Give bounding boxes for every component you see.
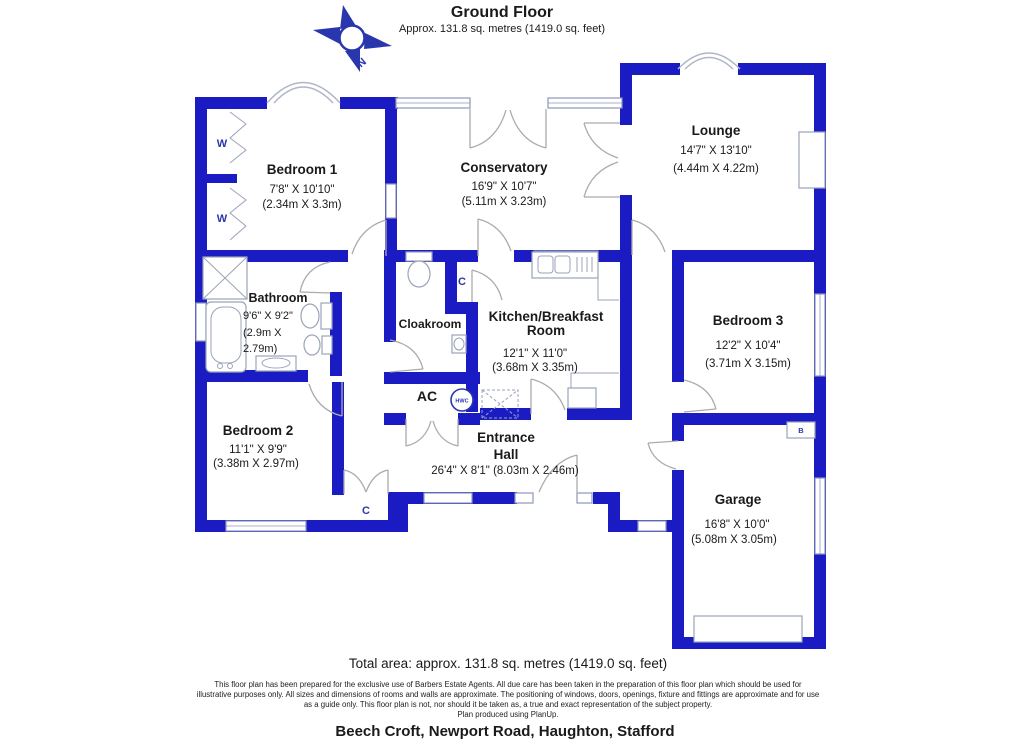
hall-name1: Entrance [477,430,535,445]
cupboard-marker: C [458,276,466,288]
window-sidelight [577,493,592,503]
window [638,521,666,531]
bathroom-imperial: 9'6" X 9'2" [243,310,293,322]
compass-rose-icon [313,5,392,72]
door-swing [510,110,546,148]
conservatory-name: Conservatory [460,160,548,175]
hall-name2: Hall [493,447,519,462]
wall [195,97,267,109]
room-label-bedroom2 [213,423,299,470]
room-label-lounge [673,123,759,175]
kitchen-metric: (3.68m X 3.35m) [492,362,578,374]
toilet-cloakroom [406,252,432,287]
wall [738,63,826,75]
kitchen-counter [532,278,619,300]
door-leaf [390,369,423,372]
total-area: Total area: approx. 131.8 sq. metres (1419.0 sq. feet) [348,656,668,671]
cupboard-door-swing [472,270,502,300]
wall [330,250,342,260]
garage-imperial: 16'8" X 10'0" [704,519,770,531]
plan-header [399,4,605,35]
conservatory-imperial: 16'9" X 10'7" [471,181,537,193]
hwc-label: HWC [455,398,469,405]
hall-unit [568,388,596,408]
wall [385,97,397,250]
wall [458,413,480,425]
disclaimer-line3: as a guide only. This floor plan is not, nor should it be taken as, a true and exact representation of the subject property. [303,700,713,709]
wall [620,63,680,75]
cupboard-door-swing [344,470,366,492]
page-subtitle: Approx. 131.8 sq. metres (1419.0 sq. feet) [398,23,606,35]
wall [445,302,478,314]
bedroom3-name: Bedroom 3 [712,313,784,328]
window [386,184,396,218]
kitchen-imperial: 12'1" X 11'0" [502,348,568,360]
lounge-fireplace [799,132,825,188]
wall [384,372,480,384]
room-label-bedroom3 [705,313,791,370]
bedroom2-metric: (3.38m X 2.97m) [213,458,299,470]
page-title: Ground Floor [450,4,554,21]
bedroom2-imperial: 11'1" X 9'9" [229,444,287,456]
window-sidelight [515,493,533,503]
bedroom1-metric: (2.34m X 3.3m) [262,199,342,211]
door-swing [584,162,618,197]
plan-credit: Plan produced using PlanUp. [457,710,559,719]
door-swing [352,220,386,254]
sink-bathroom [256,356,296,371]
room-label-garage [691,492,777,546]
disclaimer-line1: This floor plan has been prepared for the exclusive use of Barbers Estate Agents. All due care has been taken in the preparation of this floor plan which should be used for [214,680,802,689]
bedroom3-imperial: 12'2" X 10'4" [715,340,781,352]
compass-blade [364,33,392,49]
room-label-hall [431,430,579,477]
plan-footer [197,656,820,740]
bathtub [206,302,246,372]
door-swing [390,340,423,369]
room-label-conservatory [460,160,548,208]
window [424,493,472,503]
bedroom3-metric: (3.71m X 3.15m) [705,358,791,370]
garage-door [694,616,802,642]
conservatory-metric: (5.11m X 3.23m) [461,196,547,208]
lounge-imperial: 14'7" X 13'10" [680,145,752,157]
door-swing [531,379,565,410]
hot-water-cylinder [451,389,473,411]
property-address: Beech Croft, Newport Road, Haughton, Stafford [335,723,675,740]
ac-name: AC [416,388,438,404]
door-swing [584,123,618,158]
lounge-metric: (4.44m X 4.22m) [673,163,759,175]
kitchen-sink-unit [532,252,598,278]
compass-north-label: N [355,55,369,71]
room-label-ac [417,388,437,404]
door-swing [406,421,431,446]
door-swing [648,443,676,469]
door-leaf [648,441,678,443]
bedroom2-name: Bedroom 2 [222,423,294,438]
disclaimer-line2: illustrative purposes only. All sizes and dimensions of rooms and walls are approximate. The positioning of windows, doors, openings, fixture and fittings are approximate and for use [196,690,820,699]
bedroom1-name: Bedroom 1 [266,162,338,177]
compass-circle [340,26,365,51]
wall [384,413,406,425]
bedroom1-imperial: 7'8" X 10'10" [269,184,335,196]
room-label-bedroom1 [262,162,341,211]
window [196,303,206,341]
garage-metric: (5.08m X 3.05m) [691,534,777,546]
garage-name: Garage [714,492,762,507]
cupboard-marker: C [362,505,370,517]
wall [567,408,622,420]
bay-window-lounge [685,58,733,70]
door-swing [470,110,506,148]
wardrobe-marker: W [216,213,228,225]
bathroom-metric2: 2.79m) [243,343,278,355]
kitchen-name1: Kitchen/Breakfast [488,309,604,324]
door-swing [433,421,458,446]
wall [620,195,632,420]
door-swing [632,220,665,252]
bay-windows [267,53,740,103]
boiler-box [787,422,815,438]
wall [672,470,684,649]
door-leaf [684,409,716,412]
cloakroom-name: Cloakroom [398,317,462,331]
room-label-cloakroom [399,317,462,331]
shower [203,257,247,299]
hall-dims: 26'4" X 8'1" (8.03m X 2.46m) [431,465,579,477]
kitchen-name2: Room [526,323,566,338]
door-swing [478,219,511,251]
wardrobe-marker: W [216,138,228,150]
wall [672,262,684,382]
room-label-bathroom [243,291,308,355]
toilet-bathroom [301,303,332,329]
door-swing [684,380,716,409]
bidet [304,335,332,355]
lounge-name: Lounge [691,123,741,138]
wall [388,492,408,532]
sink-cloakroom [452,335,466,353]
room-label-kitchen [489,309,604,374]
boiler-label: B [798,426,804,435]
cupboard-door-swing [366,470,388,492]
compass-blade [313,27,340,44]
door-swing [300,262,330,292]
wall [207,174,237,183]
bathroom-metric1: (2.9m X [243,327,282,339]
wall [672,250,826,262]
room-labels [213,123,791,546]
bathroom-name: Bathroom [248,291,308,305]
wall [384,262,396,342]
